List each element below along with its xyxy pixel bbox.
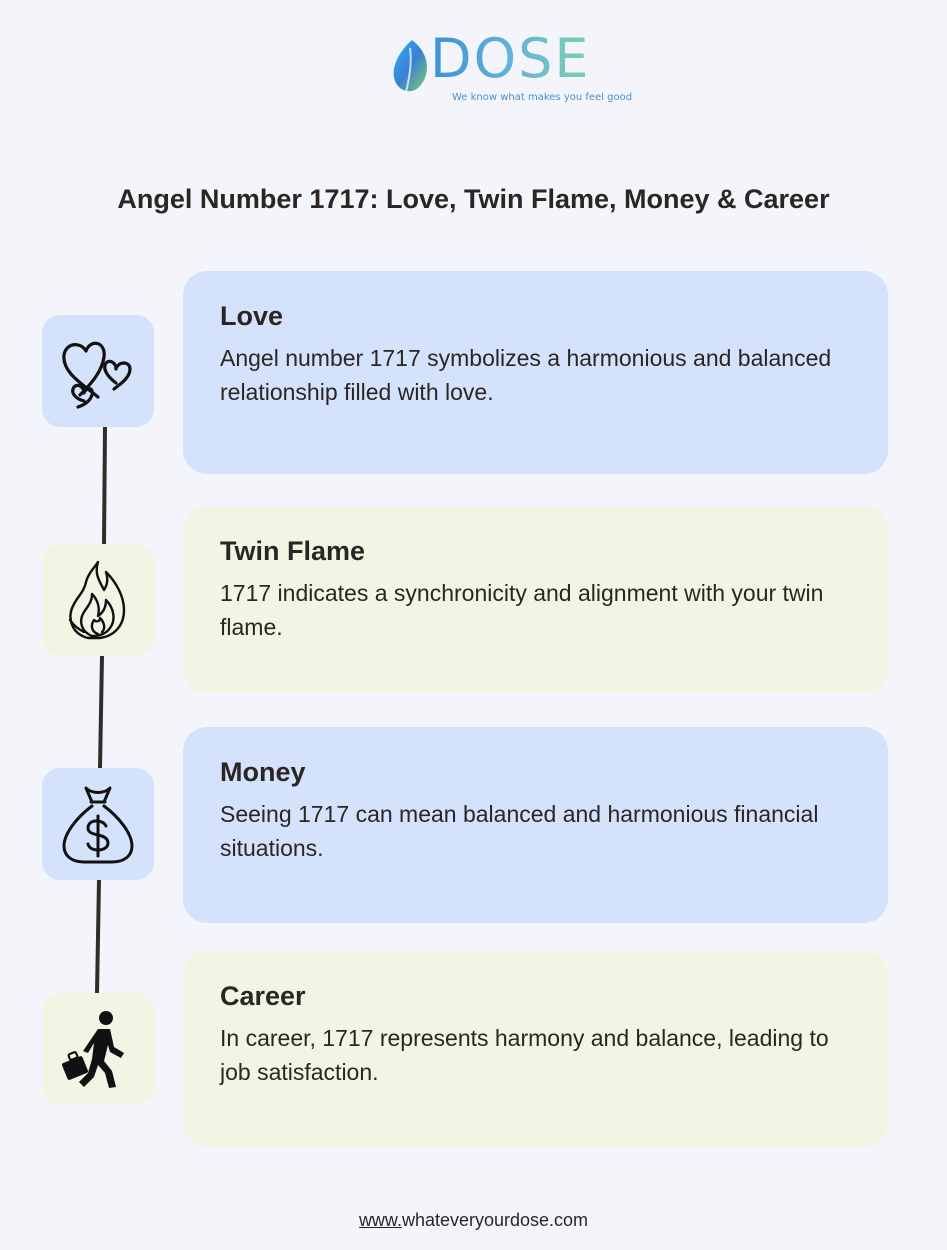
love-card (183, 271, 888, 474)
twin-flame-icon-box (42, 544, 154, 656)
money-bag-icon (58, 784, 138, 864)
brand-tagline: We know what makes you feel good (452, 92, 633, 103)
twin-flame-card (183, 506, 888, 693)
footer-domain: whateveryourdose.com (401, 1210, 589, 1230)
footer-www: www. (358, 1210, 402, 1230)
career-card (183, 951, 888, 1147)
career-icon-box (42, 993, 154, 1105)
love-icon-box (42, 315, 154, 427)
hearts-icon (58, 331, 138, 411)
card-heading: Career (220, 981, 306, 1011)
money-card (183, 727, 888, 923)
page-title: Angel Number 1717: Love, Twin Flame, Money & Career (117, 184, 830, 214)
card-heading: Money (220, 757, 306, 787)
card-text: Angel number 1717 symbolizes a harmonious and balanced relationship filled with love. (220, 345, 832, 405)
brand-logo (390, 27, 633, 110)
card-heading: Love (220, 301, 284, 331)
footer-website-link[interactable] (0, 1210, 947, 1231)
leaf-icon (390, 38, 434, 96)
money-icon-box (42, 768, 154, 880)
card-heading: Twin Flame (220, 536, 366, 566)
brand-wordmark: DOSE (430, 27, 591, 90)
card-text: Seeing 1717 can mean balanced and harmonious financial situations. (220, 801, 819, 861)
card-text: In career, 1717 represents harmony and balance, leading to job satisfaction. (220, 1025, 829, 1085)
flame-icon (58, 560, 138, 640)
card-text: 1717 indicates a synchronicity and alignment with your twin flame. (220, 580, 824, 640)
walking-businessman-icon (58, 1009, 138, 1089)
